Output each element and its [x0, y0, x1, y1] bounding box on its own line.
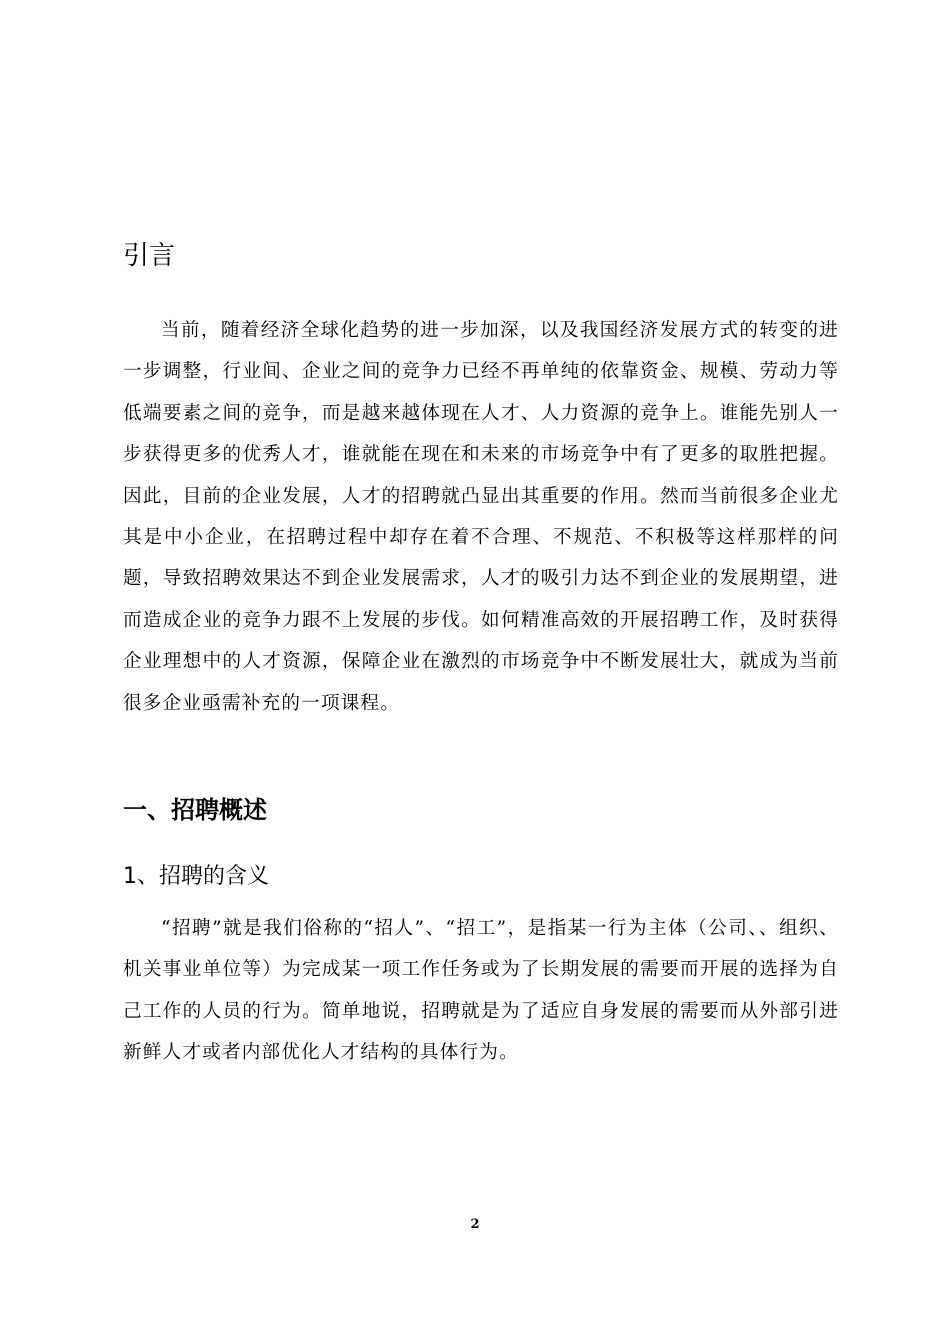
intro-paragraph: 当前，随着经济全球化趋势的进一步加深，以及我国经济发展方式的转变的进一步调整，行业间、企业之间的竞争力已经不再单纯的依靠资金、规模、劳动力等低端要素之间的竞争，而是越来越体现在人才、人力资源的竞争上。谁能先别人一步获得更多的优秀人才，谁就能在现在和未来的市场竞争中有了更多的取胜把握。因此，目前的企业发展，人才的招聘就凸显出其重要的作用。然而当前很多企业尤其是中小企业，在招聘过程中却存在着不合理、不规范、不积极等这样那样的问题，导致招聘效果达不到企业发展需求，人才的吸引力达不到企业的发展期望，进而造成企业的竞争力跟不上发展的步伐。如何精准高效的开展招聘工作，及时获得企业理想中的人才资源，保障企业在激烈的市场竞争中不断发展壮大，就成为当前很多企业亟需补充的一项课程。: [123, 320, 839, 714]
subsection-heading-meaning: 1、招聘的含义: [123, 864, 269, 889]
definition-paragraph: “招聘”就是我们俗称的“招人”、“招工”，是指某一行为主体（公司、、组织、机关事业单位等）为完成某一项工作任务或为了长期发展的需要而开展的选择为自己工作的人员的行为。简单地说，招聘就是为了适应自身发展的需要而从外部引进新鲜人才或者内部优化人才结构的具体行为。: [123, 918, 839, 1064]
page-number: 2: [470, 1217, 480, 1232]
section-heading-overview: 一、招聘概述: [123, 796, 267, 824]
intro-heading: 引言: [123, 241, 176, 271]
